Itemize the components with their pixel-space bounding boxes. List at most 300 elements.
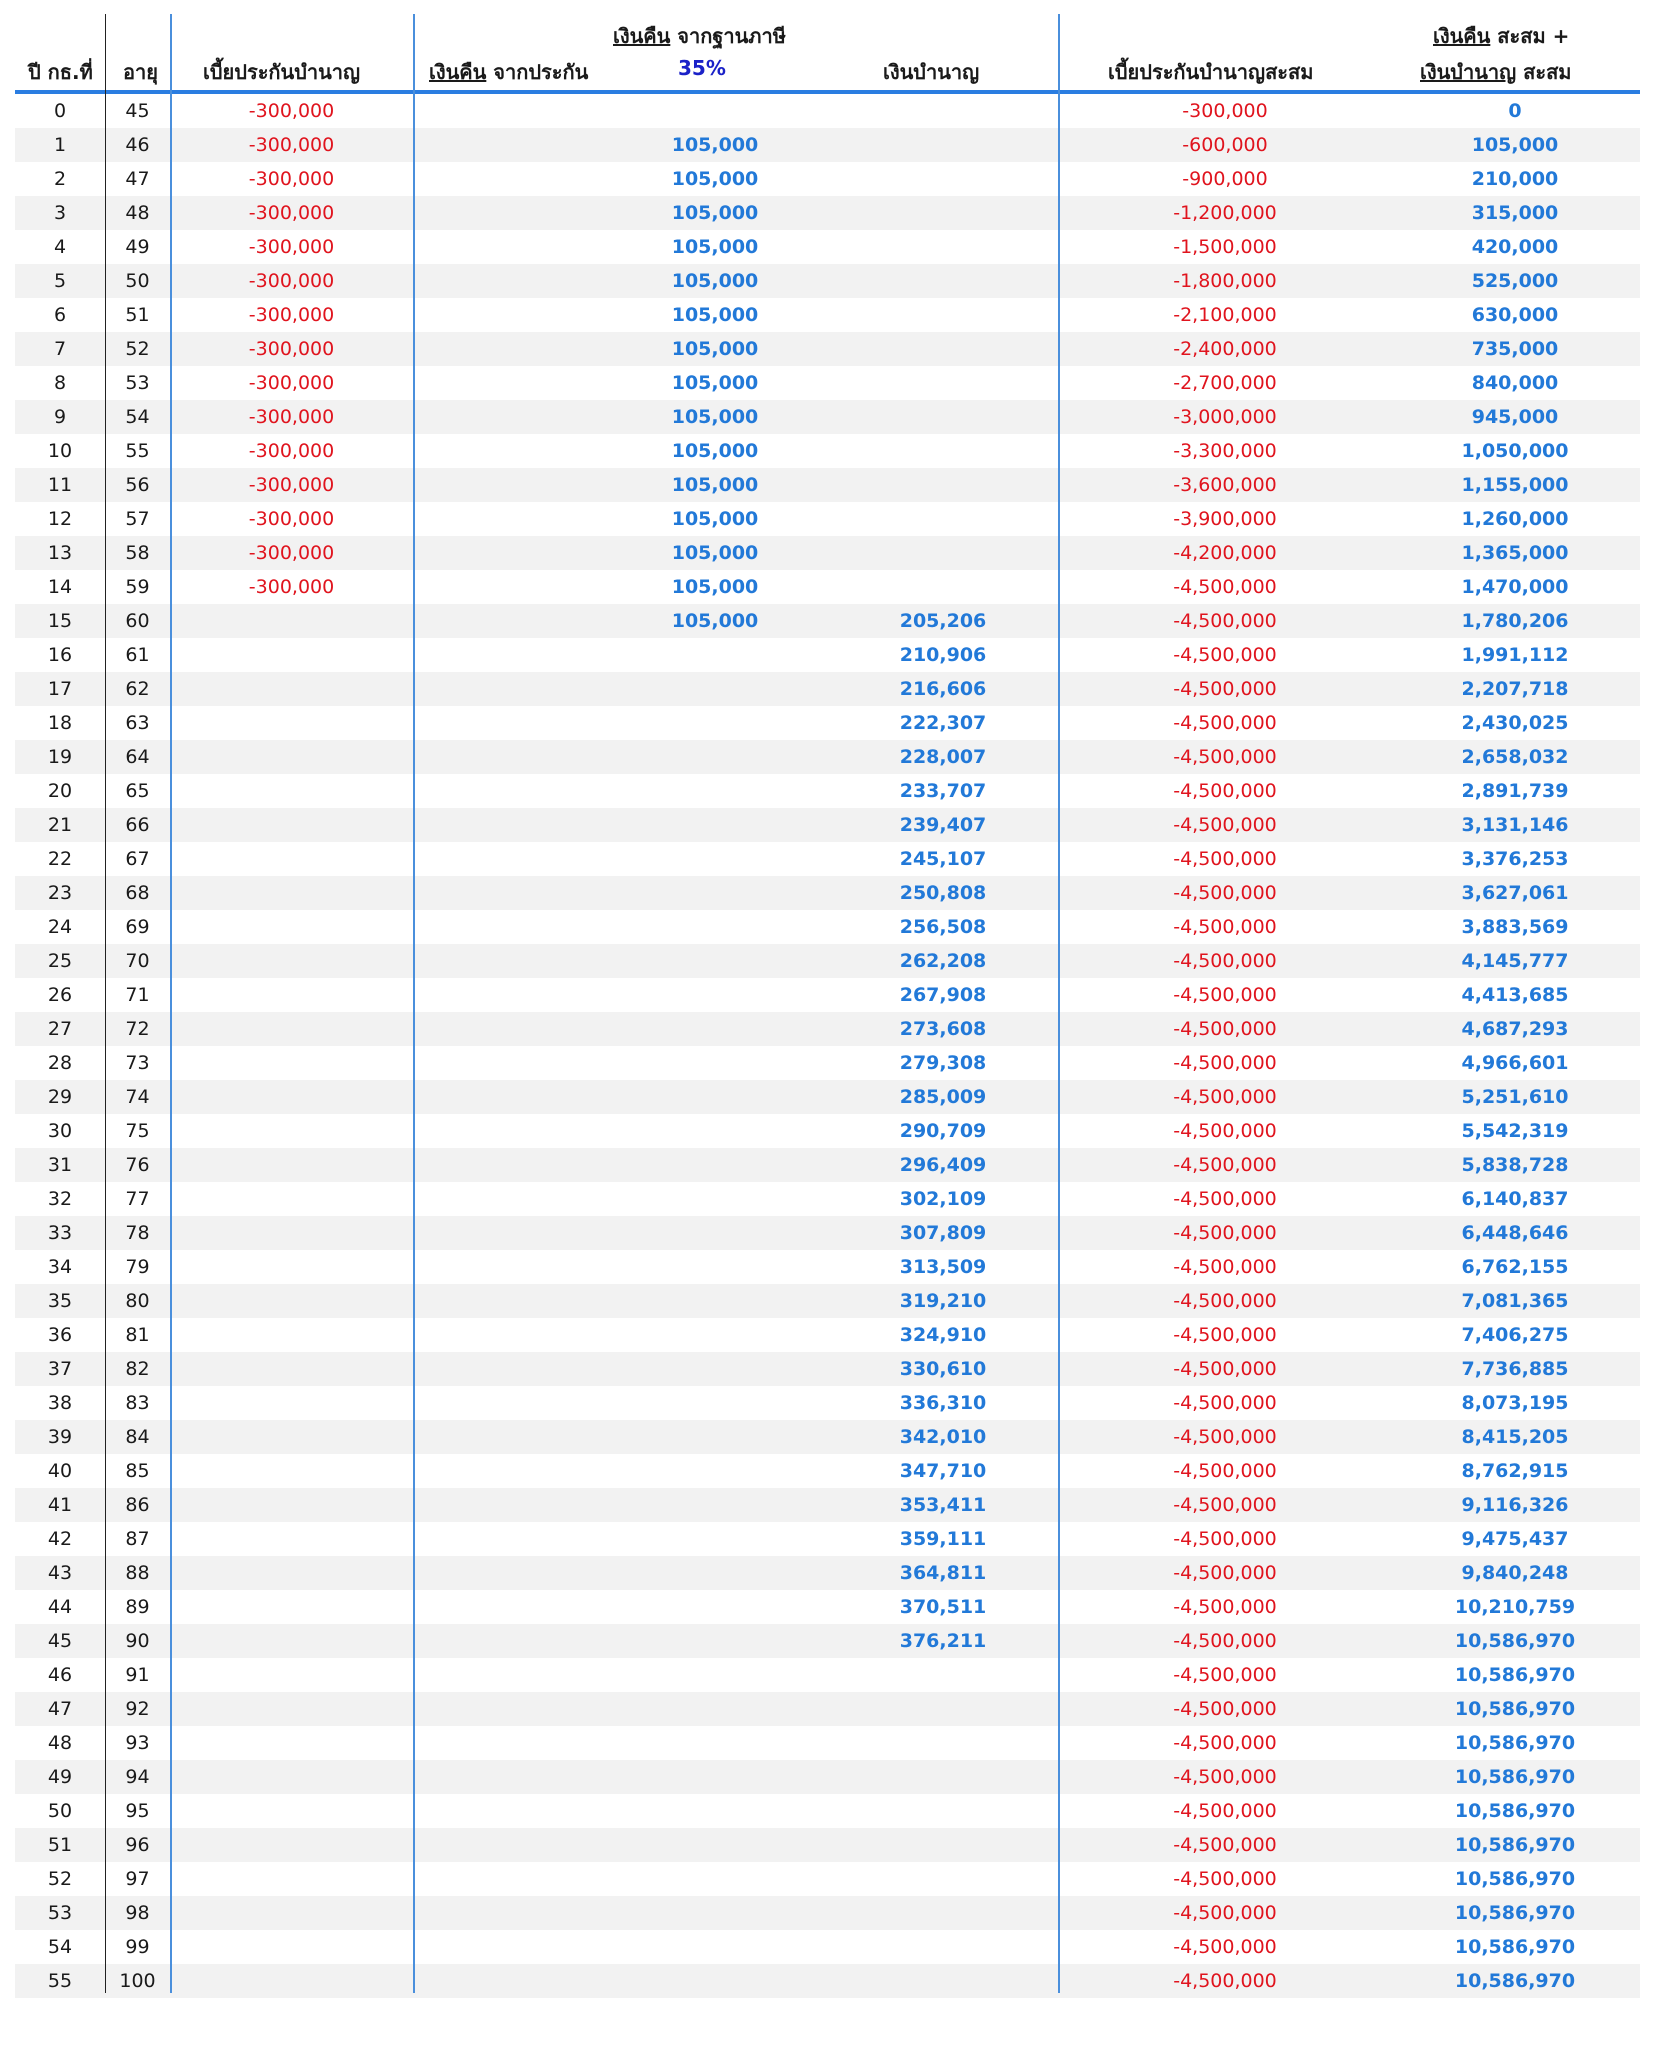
cell-total: 10,586,970	[1454, 1936, 1576, 1958]
cell-cum-premium: -4,500,000	[1173, 1120, 1277, 1142]
cell-pension	[843, 536, 1043, 570]
cell-age: 46	[125, 134, 150, 156]
cell-refund: 105,000	[671, 338, 759, 360]
column-divider-refund	[413, 14, 415, 1993]
table-row	[15, 740, 1640, 774]
cell-refund: 105,000	[671, 576, 759, 598]
cell-pension	[843, 434, 1043, 468]
cell-pension: 273,608	[899, 1018, 987, 1040]
table-row	[15, 604, 1640, 638]
cell-age: 74	[125, 1086, 150, 1108]
cell-total: 1,260,000	[1461, 508, 1569, 530]
cell-year: 47	[47, 1698, 73, 1720]
table-row	[15, 672, 1640, 706]
cell-cum-premium: -4,200,000	[1173, 542, 1277, 564]
cell-refund	[615, 1760, 815, 1794]
cell-year: 18	[47, 712, 73, 734]
cell-refund	[615, 1386, 815, 1420]
cell-refund	[615, 1658, 815, 1692]
cell-premium	[170, 1896, 413, 1930]
table-row	[15, 876, 1640, 910]
cell-cum-premium: -4,500,000	[1173, 916, 1277, 938]
header-premium: เบี้ยประกันบำนาญ	[203, 60, 361, 84]
cell-age: 99	[125, 1936, 150, 1958]
header-total-line2-underlined: เงินบำนาญ	[1420, 60, 1517, 84]
cell-year: 35	[47, 1290, 73, 1312]
header-cum-premium: เบี้ยประกันบำนาญสะสม	[1108, 60, 1314, 84]
cell-pension	[843, 332, 1043, 366]
cell-cum-premium: -4,500,000	[1173, 712, 1277, 734]
cell-year: 28	[47, 1052, 73, 1074]
cell-pension: 296,409	[899, 1154, 987, 1176]
cell-total: 2,430,025	[1461, 712, 1569, 734]
cell-cum-premium: -4,500,000	[1173, 1732, 1277, 1754]
cell-cum-premium: -4,500,000	[1173, 746, 1277, 768]
cell-total: 10,586,970	[1454, 1970, 1576, 1992]
table-row	[15, 1318, 1640, 1352]
table-row	[15, 1454, 1640, 1488]
cell-year: 43	[47, 1562, 73, 1584]
table-row	[15, 1658, 1640, 1692]
header-refund-rest: จากประกัน	[486, 60, 589, 84]
cell-pension: 307,809	[899, 1222, 987, 1244]
cell-cum-premium: -2,100,000	[1173, 304, 1277, 326]
cell-year: 49	[47, 1766, 73, 1788]
cell-year: 1	[53, 134, 67, 156]
cell-age: 82	[125, 1358, 150, 1380]
cell-total: 315,000	[1471, 202, 1559, 224]
cell-premium	[170, 774, 413, 808]
cell-pension: 239,407	[899, 814, 987, 836]
cell-age: 85	[125, 1460, 150, 1482]
cell-age: 54	[125, 406, 150, 428]
cell-pension: 336,310	[899, 1392, 987, 1414]
table-row	[15, 570, 1640, 604]
cell-pension: 210,906	[899, 644, 987, 666]
cell-cum-premium: -4,500,000	[1173, 644, 1277, 666]
cell-pension	[843, 366, 1043, 400]
cell-pension: 245,107	[899, 848, 987, 870]
cell-pension: 347,710	[899, 1460, 987, 1482]
cell-age: 76	[125, 1154, 150, 1176]
cell-year: 45	[47, 1630, 73, 1652]
cell-total: 840,000	[1471, 372, 1559, 394]
cell-year: 12	[47, 508, 73, 530]
cell-age: 71	[125, 984, 150, 1006]
cell-year: 4	[53, 236, 67, 258]
cell-pension	[843, 128, 1043, 162]
cell-total: 4,413,685	[1461, 984, 1569, 1006]
cell-age: 93	[125, 1732, 150, 1754]
cell-pension: 250,808	[899, 882, 987, 904]
table-row	[15, 1624, 1640, 1658]
cell-premium	[170, 842, 413, 876]
cell-premium	[170, 1930, 413, 1964]
cell-total: 8,762,915	[1461, 1460, 1569, 1482]
table-row	[15, 94, 1640, 128]
table-row	[15, 1726, 1640, 1760]
cell-refund: 105,000	[671, 474, 759, 496]
cell-premium	[170, 1216, 413, 1250]
cell-refund: 105,000	[671, 236, 759, 258]
cell-pension	[843, 400, 1043, 434]
cell-cum-premium: -4,500,000	[1173, 848, 1277, 870]
cell-age: 72	[125, 1018, 150, 1040]
cell-age: 65	[125, 780, 150, 802]
cell-age: 48	[125, 202, 150, 224]
cell-refund	[615, 638, 815, 672]
cell-total: 7,406,275	[1461, 1324, 1569, 1346]
cell-year: 19	[47, 746, 73, 768]
cell-total: 3,627,061	[1461, 882, 1569, 904]
cell-age: 69	[125, 916, 150, 938]
cell-total: 525,000	[1471, 270, 1559, 292]
table-row	[15, 298, 1640, 332]
table-row	[15, 808, 1640, 842]
column-divider-premium	[170, 14, 172, 1993]
header-refund	[429, 56, 588, 88]
cell-age: 45	[125, 100, 150, 122]
header-tax-title-underlined: เงินคืน	[613, 24, 671, 48]
cell-premium	[170, 740, 413, 774]
cell-refund	[615, 1012, 815, 1046]
table-row	[15, 1114, 1640, 1148]
cell-premium	[170, 1114, 413, 1148]
cell-total: 10,586,970	[1454, 1732, 1576, 1754]
cell-total: 1,780,206	[1461, 610, 1569, 632]
cell-total: 10,586,970	[1454, 1630, 1576, 1652]
cell-age: 56	[125, 474, 150, 496]
cell-age: 92	[125, 1698, 150, 1720]
cell-refund	[615, 1080, 815, 1114]
table-row	[15, 910, 1640, 944]
table-row	[15, 1862, 1640, 1896]
cell-age: 91	[125, 1664, 150, 1686]
cell-year: 22	[47, 848, 73, 870]
cell-premium: -300,000	[248, 440, 335, 462]
cell-refund	[615, 1522, 815, 1556]
cell-year: 9	[53, 406, 67, 428]
cell-pension	[843, 1930, 1043, 1964]
cell-year: 38	[47, 1392, 73, 1414]
cell-total: 10,586,970	[1454, 1902, 1576, 1924]
cell-total: 630,000	[1471, 304, 1559, 326]
cell-total: 1,050,000	[1461, 440, 1569, 462]
header-tax-title	[613, 20, 786, 52]
cell-age: 80	[125, 1290, 150, 1312]
cell-pension	[843, 94, 1043, 128]
cell-cum-premium: -4,500,000	[1173, 1902, 1277, 1924]
cell-year: 26	[47, 984, 73, 1006]
table-row	[15, 774, 1640, 808]
cell-cum-premium: -4,500,000	[1173, 1460, 1277, 1482]
table-row	[15, 1420, 1640, 1454]
cell-pension	[843, 1726, 1043, 1760]
cell-cum-premium: -4,500,000	[1173, 1222, 1277, 1244]
table-row	[15, 1692, 1640, 1726]
cell-refund	[615, 1556, 815, 1590]
cell-premium	[170, 1488, 413, 1522]
cell-cum-premium: -3,300,000	[1173, 440, 1277, 462]
table-row	[15, 706, 1640, 740]
cell-cum-premium: -4,500,000	[1173, 950, 1277, 972]
cell-cum-premium: -4,500,000	[1173, 1426, 1277, 1448]
table-row	[15, 332, 1640, 366]
table-row	[15, 1046, 1640, 1080]
header-refund-underlined: เงินคืน	[429, 60, 487, 84]
cell-year: 51	[47, 1834, 73, 1856]
cell-total: 1,991,112	[1461, 644, 1569, 666]
table-row	[15, 1896, 1640, 1930]
cell-year: 11	[47, 474, 73, 496]
cell-pension	[843, 298, 1043, 332]
cell-age: 81	[125, 1324, 150, 1346]
cell-pension	[843, 1896, 1043, 1930]
table-header	[15, 14, 1640, 94]
cell-premium	[170, 1080, 413, 1114]
cell-refund	[615, 1896, 815, 1930]
cell-age: 78	[125, 1222, 150, 1244]
cell-age: 52	[125, 338, 150, 360]
table-row	[15, 1794, 1640, 1828]
cell-cum-premium: -4,500,000	[1173, 1800, 1277, 1822]
table-row	[15, 468, 1640, 502]
cell-premium	[170, 1046, 413, 1080]
cell-premium	[170, 1352, 413, 1386]
cell-cum-premium: -4,500,000	[1173, 1596, 1277, 1618]
table-row	[15, 1556, 1640, 1590]
cell-pension	[843, 1658, 1043, 1692]
cell-cum-premium: -4,500,000	[1173, 1630, 1277, 1652]
cell-cum-premium: -4,500,000	[1173, 1324, 1277, 1346]
table-row	[15, 502, 1640, 536]
cell-total: 210,000	[1471, 168, 1559, 190]
cell-pension	[843, 1964, 1043, 1998]
cell-refund	[615, 1046, 815, 1080]
cell-refund: 105,000	[671, 270, 759, 292]
cell-cum-premium: -4,500,000	[1173, 1052, 1277, 1074]
cell-age: 60	[125, 610, 150, 632]
cell-pension	[843, 1794, 1043, 1828]
cell-premium	[170, 876, 413, 910]
cell-year: 3	[53, 202, 67, 224]
cell-cum-premium: -4,500,000	[1173, 882, 1277, 904]
cell-total: 9,840,248	[1461, 1562, 1569, 1584]
column-divider-cum-premium	[1058, 14, 1060, 1993]
cell-pension: 302,109	[899, 1188, 987, 1210]
cell-year: 48	[47, 1732, 73, 1754]
cell-year: 50	[47, 1800, 73, 1822]
cell-year: 37	[47, 1358, 73, 1380]
cell-age: 49	[125, 236, 150, 258]
cell-cum-premium: -4,500,000	[1173, 1086, 1277, 1108]
table-row	[15, 638, 1640, 672]
cell-cum-premium: -300,000	[1182, 100, 1268, 122]
cell-year: 44	[47, 1596, 73, 1618]
header-total-line1-underlined: เงินคืน	[1433, 24, 1491, 48]
cell-premium	[170, 1964, 413, 1998]
cell-refund	[615, 672, 815, 706]
cell-age: 87	[125, 1528, 150, 1550]
cell-cum-premium: -4,500,000	[1173, 1018, 1277, 1040]
cell-refund	[615, 1590, 815, 1624]
pension-table	[15, 14, 1640, 1998]
cell-premium	[170, 1828, 413, 1862]
cell-cum-premium: -4,500,000	[1173, 1970, 1277, 1992]
cell-premium	[170, 706, 413, 740]
cell-pension	[843, 502, 1043, 536]
cell-premium: -300,000	[248, 576, 335, 598]
cell-refund	[615, 706, 815, 740]
header-total-line1-rest: สะสม +	[1490, 24, 1570, 48]
cell-premium	[170, 604, 413, 638]
cell-premium	[170, 638, 413, 672]
cell-premium	[170, 1794, 413, 1828]
cell-pension: 364,811	[899, 1562, 987, 1584]
cell-year: 8	[53, 372, 67, 394]
cell-premium: -300,000	[248, 304, 335, 326]
cell-refund: 105,000	[671, 168, 759, 190]
cell-cum-premium: -1,200,000	[1173, 202, 1277, 224]
cell-total: 4,145,777	[1461, 950, 1569, 972]
cell-pension: 370,511	[899, 1596, 987, 1618]
cell-age: 47	[125, 168, 150, 190]
cell-refund	[615, 1352, 815, 1386]
cell-total: 3,131,146	[1461, 814, 1569, 836]
cell-year: 34	[47, 1256, 73, 1278]
cell-refund	[615, 808, 815, 842]
cell-year: 55	[47, 1970, 73, 1992]
cell-cum-premium: -4,500,000	[1173, 1392, 1277, 1414]
cell-total: 735,000	[1471, 338, 1559, 360]
cell-total: 8,073,195	[1461, 1392, 1569, 1414]
cell-refund	[615, 944, 815, 978]
cell-age: 95	[125, 1800, 150, 1822]
table-row	[15, 1964, 1640, 1998]
cell-refund	[615, 1726, 815, 1760]
cell-cum-premium: -4,500,000	[1173, 1936, 1277, 1958]
cell-refund	[615, 1182, 815, 1216]
cell-age: 55	[125, 440, 150, 462]
cell-age: 84	[125, 1426, 150, 1448]
cell-pension: 216,606	[899, 678, 987, 700]
table-row	[15, 264, 1640, 298]
cell-age: 77	[125, 1188, 150, 1210]
cell-premium	[170, 808, 413, 842]
cell-total: 4,966,601	[1461, 1052, 1569, 1074]
cell-year: 25	[47, 950, 73, 972]
cell-premium: -300,000	[248, 100, 335, 122]
cell-age: 70	[125, 950, 150, 972]
cell-pension: 267,908	[899, 984, 987, 1006]
cell-refund	[615, 1420, 815, 1454]
cell-pension	[843, 196, 1043, 230]
cell-pension	[843, 1862, 1043, 1896]
cell-pension	[843, 1760, 1043, 1794]
cell-year: 24	[47, 916, 73, 938]
cell-year: 2	[53, 168, 67, 190]
cell-year: 40	[47, 1460, 73, 1482]
cell-premium	[170, 1862, 413, 1896]
cell-cum-premium: -4,500,000	[1173, 1664, 1277, 1686]
cell-cum-premium: -2,400,000	[1173, 338, 1277, 360]
cell-refund	[615, 740, 815, 774]
cell-total: 4,687,293	[1461, 1018, 1569, 1040]
cell-cum-premium: -4,500,000	[1173, 1494, 1277, 1516]
cell-age: 100	[119, 1970, 156, 1992]
cell-refund	[615, 1794, 815, 1828]
cell-total: 5,542,319	[1461, 1120, 1569, 1142]
cell-premium	[170, 978, 413, 1012]
cell-year: 5	[53, 270, 67, 292]
cell-premium: -300,000	[248, 474, 335, 496]
table-row	[15, 1216, 1640, 1250]
cell-premium: -300,000	[248, 508, 335, 530]
cell-total: 1,365,000	[1461, 542, 1569, 564]
cell-cum-premium: -1,800,000	[1173, 270, 1277, 292]
table-row	[15, 162, 1640, 196]
table-row	[15, 978, 1640, 1012]
cell-pension: 313,509	[899, 1256, 987, 1278]
cell-year: 23	[47, 882, 73, 904]
cell-premium: -300,000	[248, 542, 335, 564]
cell-premium: -300,000	[248, 372, 335, 394]
cell-total: 5,251,610	[1461, 1086, 1569, 1108]
cell-premium	[170, 944, 413, 978]
cell-premium	[170, 1420, 413, 1454]
cell-pension: 222,307	[899, 712, 987, 734]
cell-age: 73	[125, 1052, 150, 1074]
cell-cum-premium: -4,500,000	[1173, 1766, 1277, 1788]
cell-total: 9,116,326	[1461, 1494, 1569, 1516]
cell-pension	[843, 570, 1043, 604]
cell-premium	[170, 1624, 413, 1658]
table-body	[15, 94, 1640, 1998]
cell-premium	[170, 1556, 413, 1590]
table-row	[15, 434, 1640, 468]
cell-pension	[843, 162, 1043, 196]
cell-premium: -300,000	[248, 406, 335, 428]
cell-premium	[170, 672, 413, 706]
cell-premium: -300,000	[248, 168, 335, 190]
cell-year: 52	[47, 1868, 73, 1890]
cell-age: 61	[125, 644, 150, 666]
cell-premium: -300,000	[248, 236, 335, 258]
cell-cum-premium: -3,000,000	[1173, 406, 1277, 428]
cell-cum-premium: -4,500,000	[1173, 678, 1277, 700]
header-total-line2-rest: สะสม	[1516, 60, 1572, 84]
cell-refund: 105,000	[671, 610, 759, 632]
cell-premium	[170, 1012, 413, 1046]
cell-pension: 285,009	[899, 1086, 987, 1108]
cell-year: 30	[47, 1120, 73, 1142]
table-row	[15, 1488, 1640, 1522]
table-row	[15, 1250, 1640, 1284]
header-year: ปี กธ.ที่	[28, 60, 93, 84]
cell-total: 6,448,646	[1461, 1222, 1569, 1244]
cell-refund	[615, 1114, 815, 1148]
table-row	[15, 536, 1640, 570]
header-total-line2	[1420, 56, 1571, 88]
cell-year: 14	[47, 576, 73, 598]
cell-age: 83	[125, 1392, 150, 1414]
cell-cum-premium: -4,500,000	[1173, 576, 1277, 598]
cell-total: 7,736,885	[1461, 1358, 1569, 1380]
cell-total: 10,586,970	[1454, 1698, 1576, 1720]
cell-refund	[615, 1828, 815, 1862]
table-row	[15, 400, 1640, 434]
cell-cum-premium: -4,500,000	[1173, 1256, 1277, 1278]
